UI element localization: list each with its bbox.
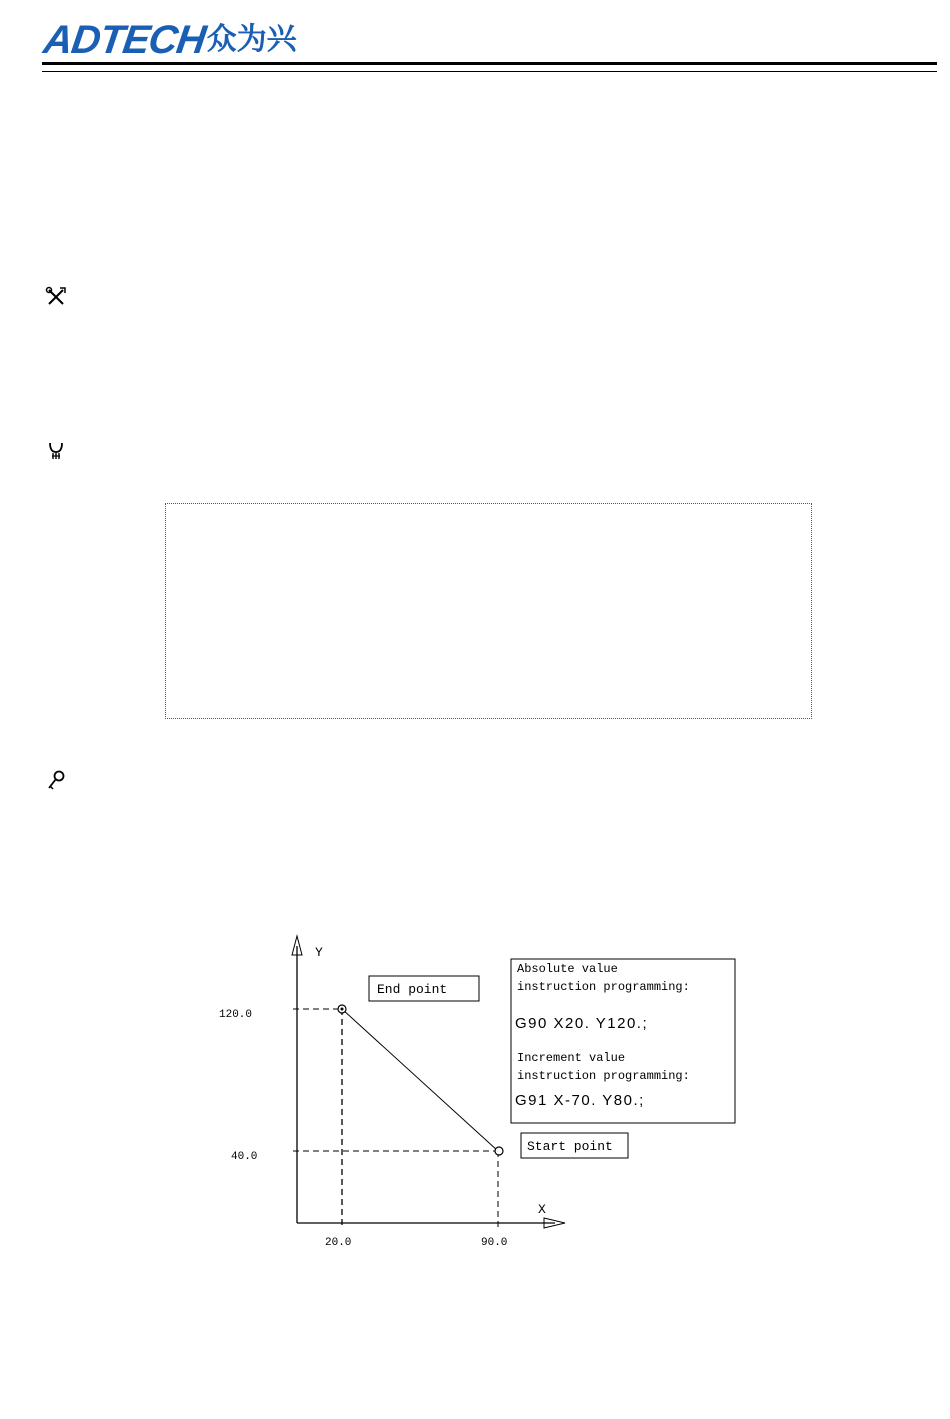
motion-path — [342, 1009, 498, 1151]
abs-heading-line1: Absolute value — [517, 962, 618, 976]
end-point-dot — [341, 1008, 344, 1011]
inc-heading-line1: Increment value — [517, 1051, 626, 1065]
y-tick-label: 40.0 — [231, 1151, 258, 1163]
start-point-marker — [495, 1147, 503, 1155]
inc-heading-line2: instruction programming: — [517, 1069, 690, 1083]
start-point-label: Start point — [527, 1139, 613, 1154]
y-axis-label: Y — [315, 945, 323, 960]
inc-code: G91 X-70. Y80.; — [515, 1092, 645, 1109]
end-point-label: End point — [377, 982, 448, 997]
x-axis-label: X — [538, 1202, 546, 1217]
y-tick-label: 120.0 — [219, 1009, 253, 1021]
abs-code: G90 X20. Y120.; — [515, 1015, 649, 1032]
logo-wordmark: ADTECH — [40, 18, 208, 62]
logo-chinese-wordmark: 众为兴 — [206, 22, 297, 57]
x-tick-label: 20.0 — [325, 1237, 352, 1249]
abs-heading-line2: instruction programming: — [517, 980, 690, 994]
x-tick-label: 90.0 — [481, 1237, 508, 1249]
